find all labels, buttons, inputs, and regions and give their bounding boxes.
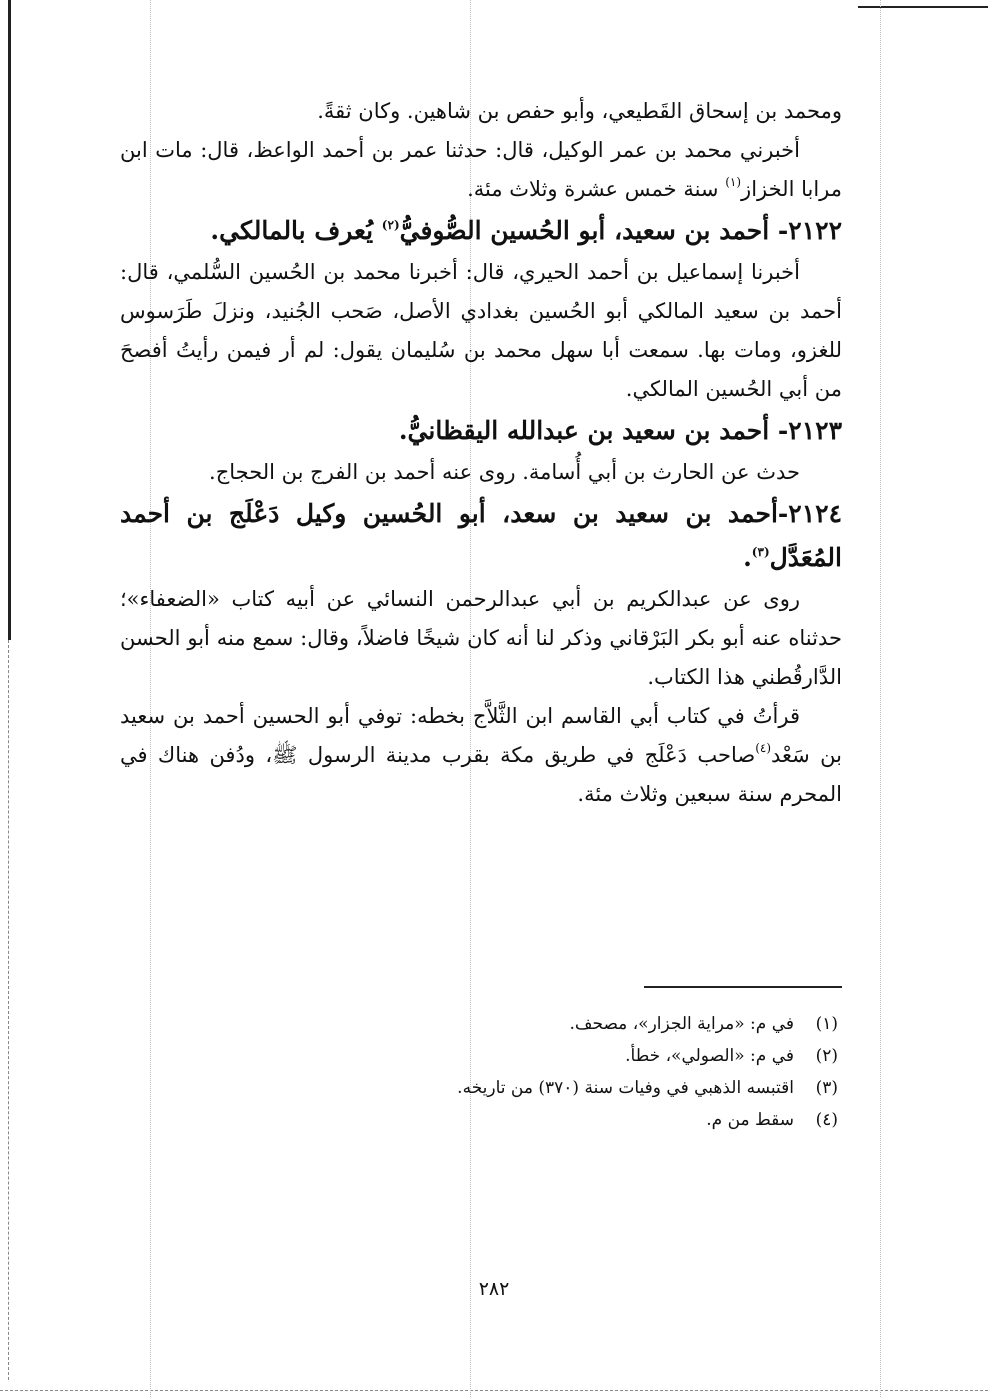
footnote-ref: (٤) — [755, 741, 772, 755]
footnote — [278, 1072, 838, 1104]
footnote-number: (٢) — [815, 1046, 838, 1066]
scan-edge-top — [858, 6, 988, 8]
entry-heading-2124 — [120, 492, 842, 580]
footnote-divider — [644, 986, 842, 988]
scan-edge-left — [8, 0, 11, 640]
entry-heading-2123: ٢١٢٣- أحمد بن سعيد بن عبدالله اليقظانيُّ. — [398, 416, 842, 445]
scan-guide-line — [880, 0, 881, 1397]
page-body — [120, 92, 842, 814]
page-number: ٢٨٢ — [478, 1278, 510, 1300]
footnote-text: اقتبسه الذهبي في وفيات سنة (٣٧٠) من تاريخه. — [457, 1078, 794, 1098]
paragraph-text: سنة خمس عشرة وثلاث مئة. — [467, 177, 719, 201]
footnote-text: سقط من م. — [706, 1110, 794, 1130]
paragraph-text: صاحب دَعْلَج في طريق مكة بقرب مدينة الرسول ﷺ، ودُفن هناك في المحرم سنة سبعين وثلاث مئة. — [120, 743, 842, 806]
entry-text-2124-b — [120, 697, 842, 814]
footnote-number: (١) — [815, 1014, 838, 1034]
paragraph: ومحمد بن إسحاق القَطيعي، وأبو حفص بن شاهين. وكان ثقةً. — [317, 99, 842, 123]
entry-title: ٢١٢٢- أحمد بن سعيد، أبو الحُسين الصُّوفيُّ — [399, 216, 842, 245]
paragraph-text: أخبرني محمد بن عمر الوكيل، قال: حدثنا عمر بن أحمد الواعظ، قال: مات ابن مرابا الخزاز — [120, 138, 842, 201]
entry-title-end: . — [743, 543, 752, 572]
entry-title: يُعرف بالمالكي. — [210, 216, 374, 245]
footnotes — [278, 1008, 838, 1136]
entry-title: ٢١٢٤-أحمد بن سعيد بن سعد، أبو الحُسين وكيل دَعْلَج بن أحمد المُعَدَّل — [120, 499, 842, 572]
entry-heading-2122 — [120, 209, 842, 253]
footnote-ref: (٢) — [381, 218, 400, 232]
scan-edge-bottom — [0, 1390, 988, 1391]
footnote — [278, 1040, 838, 1072]
entry-text-2122: أخبرنا إسماعيل بن أحمد الحيري، قال: أخبرنا محمد بن الحُسين السُّلمي، قال: أحمد بن سعيد المالكي أبو الحُسين بغدادي الأصل، صَحب الجُنيد، ونزلَ طَرَسوس للغزو، ومات بها. سمعت أبا سهل محمد بن سُليمان يقول: لم أر فيمن رأيتُ أفصحَ من أبي الحُسين المالكي. — [120, 260, 842, 401]
paragraph-text: قرأتُ في كتاب أبي القاسم ابن الثَّلاَّج بخطه: توفي أبو الحسين أحمد بن سعيد بن سَعْد — [120, 704, 842, 767]
footnote — [278, 1008, 838, 1040]
entry-text-2124: روى عن عبدالكريم بن أبي عبدالرحمن النسائي عن أبيه كتاب «الضعفاء»؛ حدثناه عنه أبو بكر البَرْقاني وذكر لنا أنه كان شيخًا فاضلاً، وقال: سمع منه أبو الحسن الدَّارقُطني هذا الكتاب. — [120, 587, 842, 689]
footnote — [278, 1104, 838, 1136]
footnote-text: في م: «مراية الجزار»، مصحف. — [569, 1014, 794, 1034]
footnote-number: (٤) — [815, 1110, 838, 1130]
footnote-text: في م: «الصولي»، خطأ. — [625, 1046, 794, 1066]
paragraph — [120, 131, 842, 209]
entry-text-2123: حدث عن الحارث بن أبي أُسامة. روى عنه أحمد بن الفرج بن الحجاج. — [209, 460, 800, 484]
footnote-ref: (٣) — [751, 545, 770, 559]
footnote-ref: (١) — [725, 175, 742, 189]
scan-edge-left-dashed — [8, 640, 10, 1380]
footnote-number: (٣) — [815, 1078, 838, 1098]
